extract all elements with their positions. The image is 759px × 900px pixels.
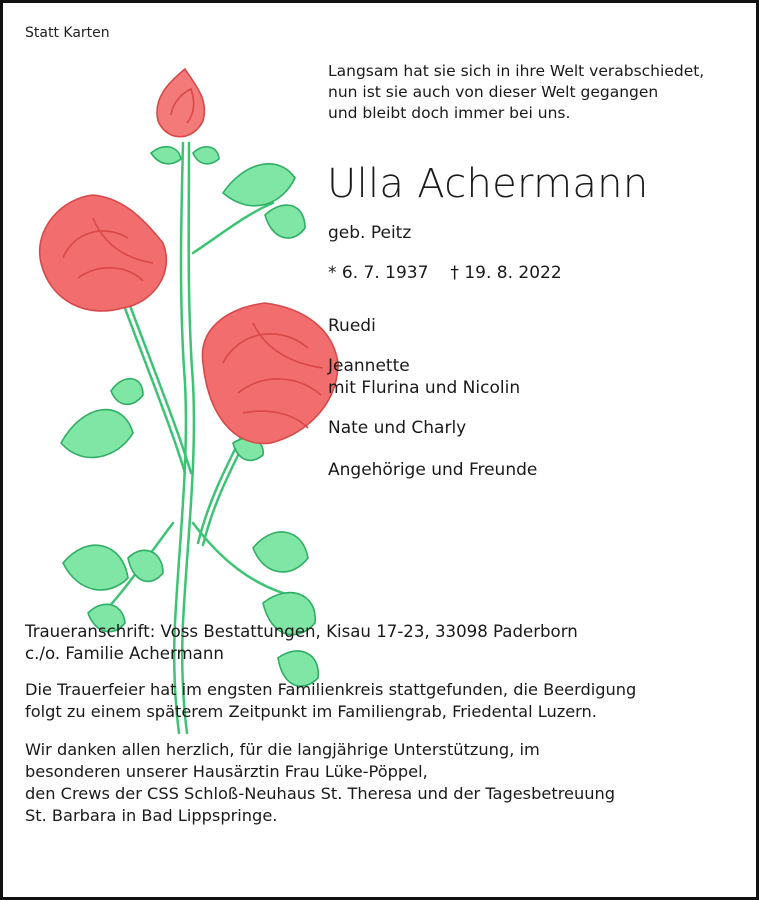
- ceremony-line: Die Trauerfeier hat im engsten Familienkreis stattgefunden, die Beerdigung: [25, 680, 637, 699]
- mourner-group: [328, 315, 748, 337]
- maiden-name: geb. Peitz: [328, 223, 412, 243]
- life-dates: [328, 263, 562, 283]
- mourners-list: [328, 315, 748, 501]
- motto-line: nun ist sie auch von dieser Welt gegangen: [328, 83, 659, 101]
- mourner-line: Nate und Charly: [328, 418, 467, 438]
- ceremony-line: folgt zu einem späterem Zeitpunkt im Familiengrab, Friedental Luzern.: [25, 702, 597, 721]
- birth-date: * 6. 7. 1937: [328, 263, 429, 283]
- thanks-line: Wir danken allen herzlich, für die langjährige Unterstützung, im: [25, 740, 540, 759]
- thanks-line: den Crews der CSS Schloß-Neuhaus St. Theresa und der Tagesbetreuung: [25, 784, 616, 803]
- thanks-line: besonderen unserer Hausärztin Frau Lüke-Pöppel,: [25, 762, 428, 781]
- notice-details: [25, 621, 745, 827]
- statt-karten-label: Statt Karten: [25, 25, 110, 41]
- mourner-line: mit Flurina und Nicolin: [328, 378, 521, 398]
- motto-line: und bleibt doch immer bei uns.: [328, 104, 571, 122]
- thanks-line: St. Barbara in Bad Lippspringe.: [25, 806, 278, 825]
- mourner-group: [328, 459, 748, 481]
- death-date: † 19. 8. 2022: [450, 263, 562, 283]
- deceased-name: Ulla Achermann: [327, 161, 649, 207]
- mourner-line: Ruedi: [328, 316, 376, 336]
- mourner-group: [328, 355, 748, 399]
- mourning-address: Traueranschrift: Voss Bestattungen, Kisau 17-23, 33098 Paderborn: [25, 622, 578, 641]
- mourner-line: Angehörige und Freunde: [328, 460, 538, 480]
- motto-verse: [328, 61, 748, 124]
- mourner-line: Jeannette: [328, 356, 410, 376]
- thanks-text: [25, 739, 745, 827]
- mourning-address-co: c./o. Familie Achermann: [25, 644, 224, 663]
- motto-line: Langsam hat sie sich in ihre Welt verabschiedet,: [328, 62, 705, 80]
- mourner-group: [328, 417, 748, 439]
- ceremony-info: [25, 679, 745, 723]
